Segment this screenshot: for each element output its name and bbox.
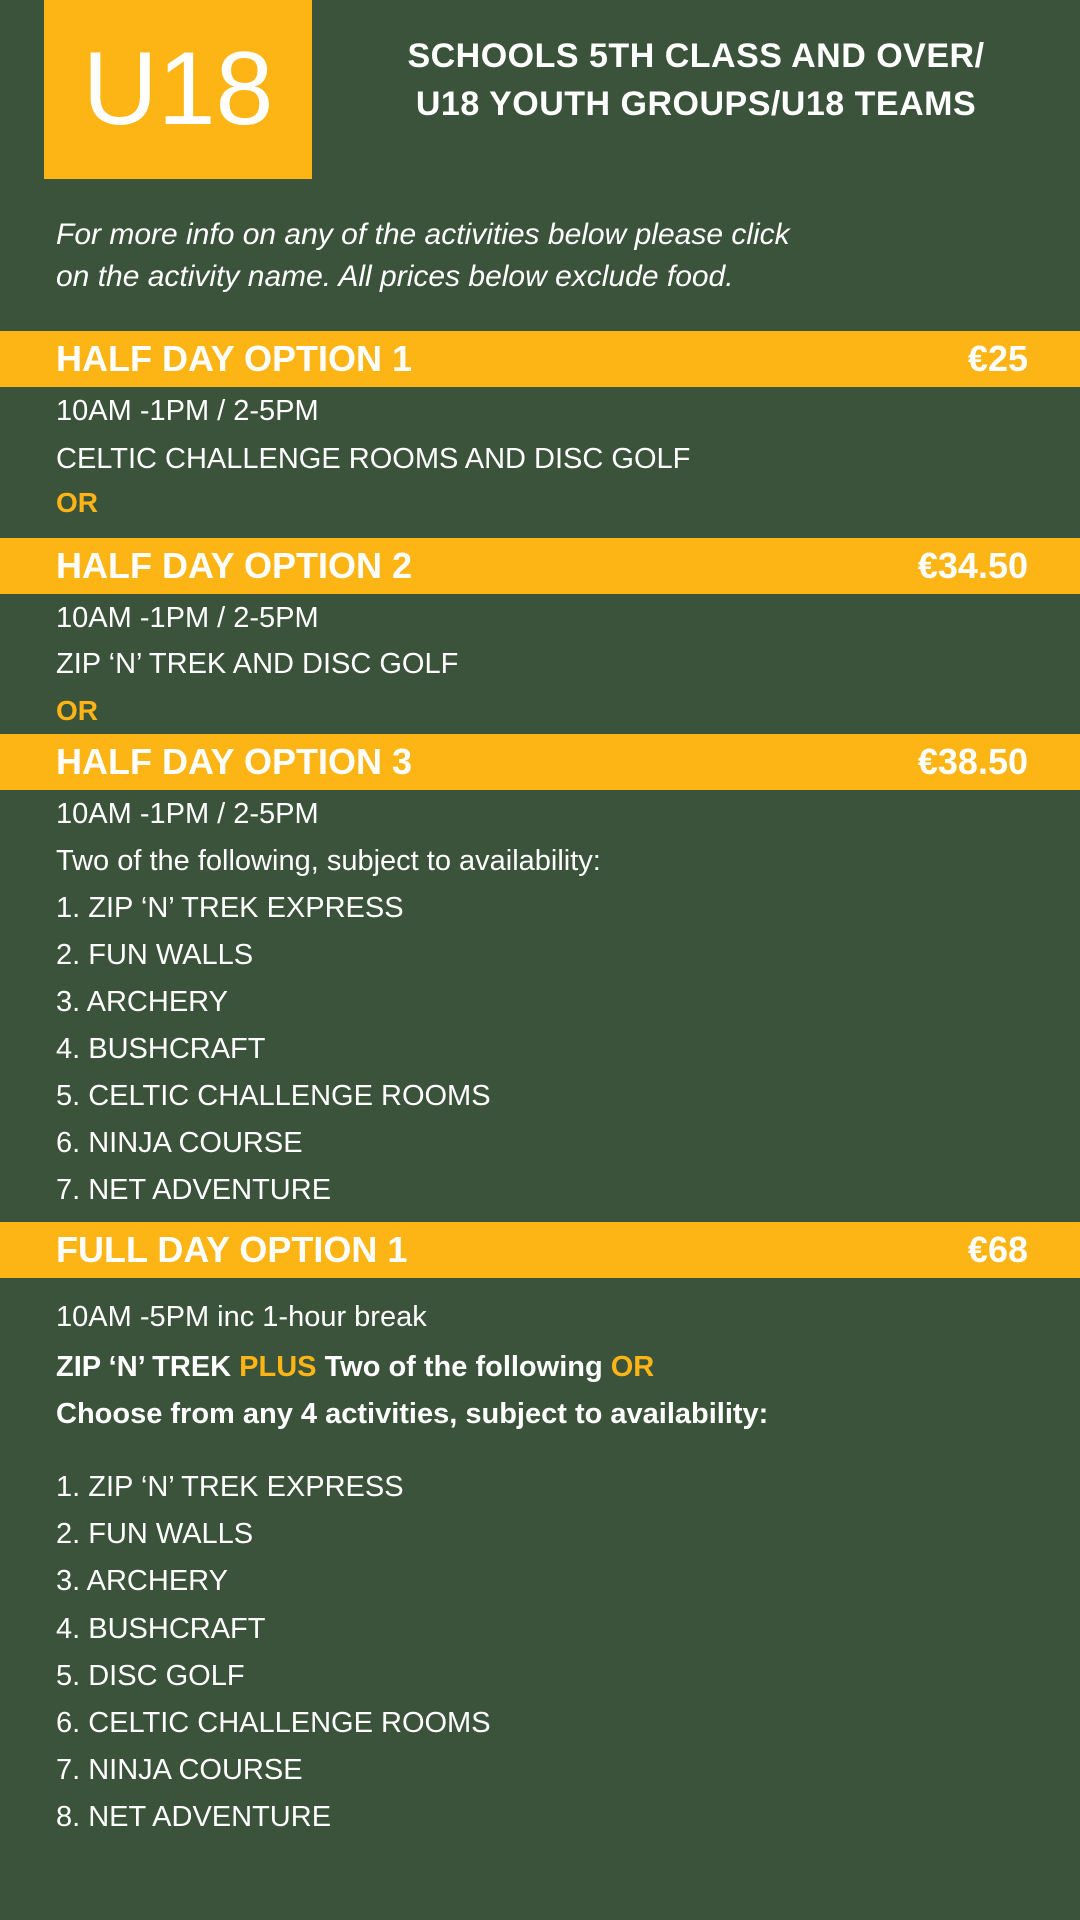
list-item[interactable]: 3. ARCHERY <box>56 1565 228 1597</box>
option-time: 10AM -1PM / 2-5PM <box>56 395 319 427</box>
option-title[interactable]: HALF DAY OPTION 1 <box>56 338 413 379</box>
option-description <box>56 1347 654 1387</box>
option-description[interactable]: CELTIC CHALLENGE ROOMS AND DISC GOLF <box>56 443 691 475</box>
desc-part-2: Two of the following <box>316 1351 611 1383</box>
heading-line-2: U18 YOUTH GROUPS/U18 TEAMS <box>415 85 977 123</box>
page-heading <box>312 32 1080 128</box>
intro-line-1: For more info on any of the activities below please click <box>56 218 790 251</box>
plus-label: PLUS <box>239 1351 317 1383</box>
option-description: Two of the following, subject to availability: <box>56 845 601 877</box>
option-title[interactable]: HALF DAY OPTION 2 <box>56 545 413 586</box>
list-item[interactable]: 7. NET ADVENTURE <box>56 1174 332 1206</box>
option-title[interactable]: FULL DAY OPTION 1 <box>56 1229 408 1270</box>
list-item[interactable]: 1. ZIP ‘N’ TREK EXPRESS <box>56 892 404 924</box>
list-item[interactable]: 2. FUN WALLS <box>56 1518 254 1550</box>
list-item[interactable]: 4. BUSHCRAFT <box>56 1033 266 1065</box>
option-time: 10AM -1PM / 2-5PM <box>56 798 319 830</box>
option-time: 10AM -1PM / 2-5PM <box>56 602 319 634</box>
option-title[interactable]: HALF DAY OPTION 3 <box>56 741 413 782</box>
list-item[interactable]: 3. ARCHERY <box>56 986 228 1018</box>
intro-text <box>56 214 956 298</box>
or-label: OR <box>610 1351 655 1383</box>
option-header-half-day-2[interactable] <box>0 538 1080 594</box>
intro-line-2: on the activity name. All prices below exclude food. <box>56 260 734 293</box>
list-item[interactable]: 5. CELTIC CHALLENGE ROOMS <box>56 1080 491 1112</box>
option-description[interactable]: ZIP ‘N’ TREK AND DISC GOLF <box>56 648 459 680</box>
or-separator: OR <box>56 487 98 518</box>
list-item[interactable]: 7. NINJA COURSE <box>56 1754 303 1786</box>
list-item[interactable]: 6. CELTIC CHALLENGE ROOMS <box>56 1707 491 1739</box>
option-header-full-day-1[interactable] <box>0 1222 1080 1278</box>
list-item[interactable]: 5. DISC GOLF <box>56 1660 245 1692</box>
option-price: €68 <box>967 1229 1028 1270</box>
desc-part-1[interactable]: ZIP ‘N’ TREK <box>56 1351 240 1383</box>
list-item[interactable]: 8. NET ADVENTURE <box>56 1801 332 1833</box>
heading-line-1: SCHOOLS 5TH CLASS AND OVER/ <box>407 37 985 75</box>
option-price: €38.50 <box>917 741 1028 782</box>
option-price: €25 <box>967 338 1028 379</box>
list-item[interactable]: 2. FUN WALLS <box>56 939 254 971</box>
option-price: €34.50 <box>917 545 1028 586</box>
option-header-half-day-1[interactable] <box>0 331 1080 387</box>
list-item[interactable]: 1. ZIP ‘N’ TREK EXPRESS <box>56 1471 404 1503</box>
option-header-half-day-3[interactable] <box>0 734 1080 790</box>
u18-badge: U18 <box>44 0 312 179</box>
or-separator: OR <box>56 695 98 726</box>
option-time: 10AM -5PM inc 1-hour break <box>56 1301 427 1333</box>
option-description-line-2: Choose from any 4 activities, subject to availability: <box>56 1398 769 1430</box>
list-item[interactable]: 6. NINJA COURSE <box>56 1127 303 1159</box>
list-item[interactable]: 4. BUSHCRAFT <box>56 1613 266 1645</box>
